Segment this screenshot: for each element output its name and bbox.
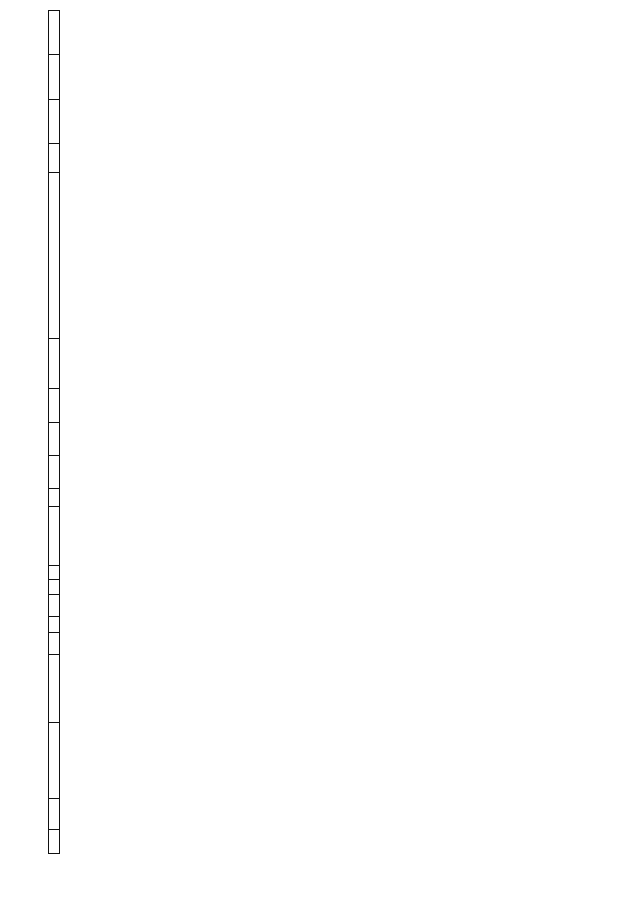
- column-header: [49, 99, 60, 143]
- column-header: [49, 389, 60, 422]
- column-header: [49, 723, 60, 798]
- header-row: [49, 11, 60, 854]
- column-header: [49, 422, 60, 455]
- column-header: [49, 172, 60, 338]
- column-header: [49, 654, 60, 723]
- column-header: [49, 566, 60, 579]
- column-header: [49, 455, 60, 488]
- column-header: [49, 632, 60, 654]
- column-header: [49, 489, 60, 507]
- column-header: [49, 829, 60, 853]
- program-table: [48, 10, 60, 854]
- column-header: [49, 11, 60, 55]
- column-header: [49, 595, 60, 617]
- rotated-table-wrapper: [48, 10, 604, 854]
- column-header: [49, 55, 60, 99]
- column-header: [49, 579, 60, 594]
- column-header: [49, 338, 60, 389]
- column-header: [49, 617, 60, 632]
- column-header: [49, 798, 60, 829]
- table-body: [49, 11, 60, 854]
- column-header: [49, 506, 60, 566]
- column-header: [49, 143, 60, 172]
